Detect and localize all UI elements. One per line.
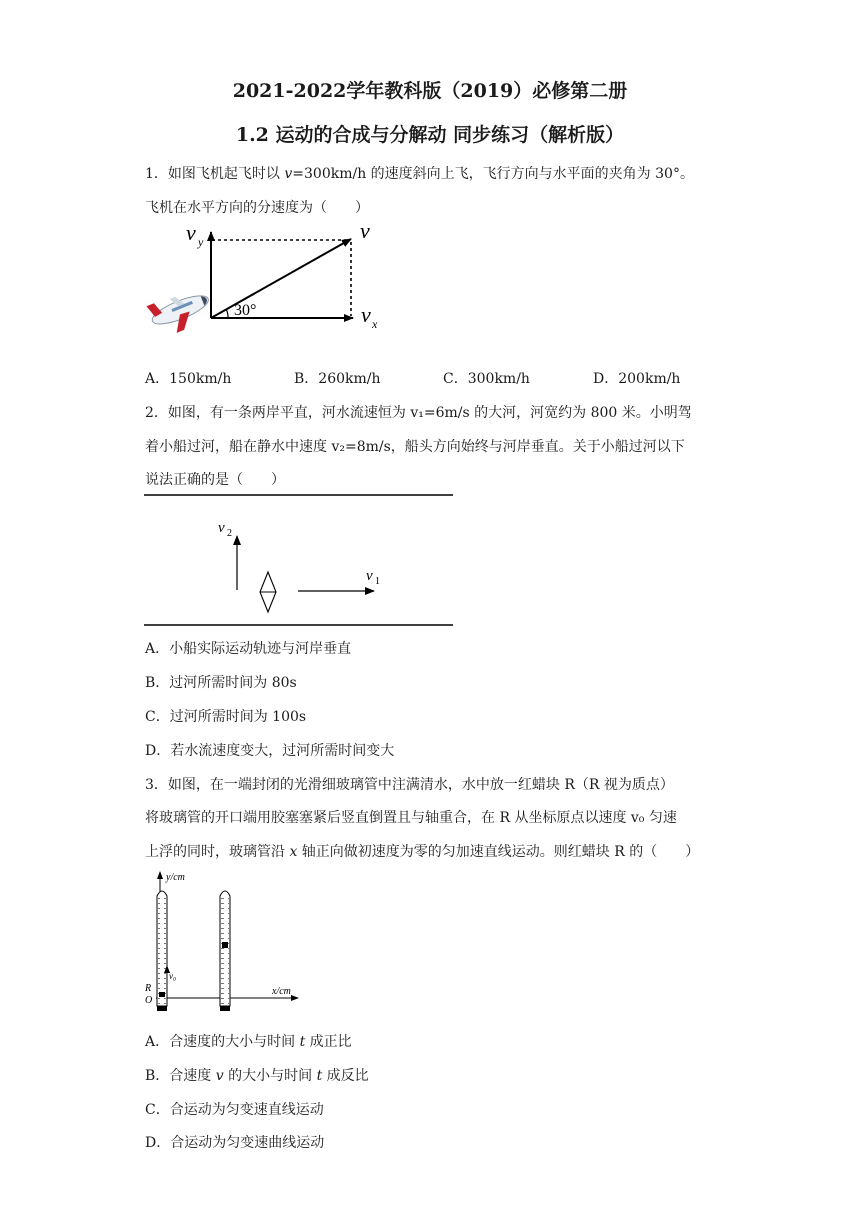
q3-option-d[interactable]: D．合运动为匀变速曲线运动	[145, 1135, 325, 1151]
q2-option-b[interactable]: B．过河所需时间为 80s	[145, 675, 297, 691]
angle-label: 30°	[234, 302, 257, 319]
q3-stem-line1: 3．如图，在一端封闭的光滑细玻璃管中注满清水，水中放一红蜡块 R（R 视为质点）	[145, 777, 674, 793]
v-arrow	[211, 239, 351, 318]
q2-option-d[interactable]: D．若水流速度变大，过河所需时间变大	[145, 743, 395, 759]
r-label: R	[145, 983, 152, 994]
q2-option-c[interactable]: C．过河所需时间为 100s	[145, 709, 307, 725]
q3-glass-tube-diagram	[140, 866, 310, 1016]
q1-velocity-diagram	[140, 218, 390, 358]
vy-sub: y	[198, 235, 204, 249]
airplane-icon	[147, 284, 216, 340]
v1-label: v	[366, 568, 373, 584]
q2-option-a[interactable]: A．小船实际运动轨迹与河岸垂直	[145, 641, 352, 657]
glass-tube-2	[220, 891, 230, 1011]
x-axis-label: x/cm	[272, 986, 291, 997]
q2-river-diagram	[144, 490, 456, 630]
q2-stem-line2: 着小船过河，船在静水中速度 v₂=8m/s，船头方向始终与河岸垂直。关于小船过河以下	[145, 439, 685, 455]
q3-option-c[interactable]: C．合运动为匀变速直线运动	[145, 1102, 324, 1118]
v2-sub: 2	[227, 528, 232, 539]
q1-stem-line1: 1．如图飞机起飞时以 v=300km/h 的速度斜向上飞，飞行方向与水平面的夹角为 30°。	[145, 166, 694, 182]
document-subtitle: 1.2 运动的合成与分解动 同步练习（解析版）	[235, 124, 625, 146]
boat-icon	[260, 572, 276, 612]
vy-label: v	[186, 220, 196, 245]
vx-sub: x	[372, 317, 378, 331]
angle-arc	[226, 309, 228, 318]
q1-option-a[interactable]: A．150km/h	[145, 371, 232, 387]
v2-label: v	[218, 520, 225, 536]
document-title: 2021-2022学年教科版（2019）必修第二册	[232, 80, 628, 102]
q3-option-a[interactable]: A．合速度的大小与时间 t 成正比	[145, 1034, 352, 1050]
q2-stem-line3: 说法正确的是（ ）	[145, 472, 285, 488]
q3-stem-line2: 将玻璃管的开口端用胶塞塞紧后竖直倒置且与轴重合，在 R 从坐标原点以速度 v₀ 匀速	[145, 810, 677, 826]
v1-sub: 1	[375, 576, 380, 587]
q1-option-b[interactable]: B．260km/h	[294, 371, 381, 387]
q1-option-d[interactable]: D．200km/h	[593, 371, 681, 387]
q3-option-b[interactable]: B．合速度 v 的大小与时间 t 成反比	[145, 1068, 369, 1084]
q1-option-c[interactable]: C．300km/h	[443, 371, 530, 387]
v-label: v	[360, 218, 370, 243]
glass-tube-1	[157, 891, 167, 1011]
v0-label: v₀	[169, 971, 177, 981]
vx-label: v	[361, 302, 371, 327]
q3-stem-line3: 上浮的同时，玻璃管沿 x 轴正向做初速度为零的匀加速直线运动。则红蜡块 R 的（ ）	[145, 844, 700, 860]
y-axis-label: y/cm	[166, 872, 185, 883]
q2-stem-line1: 2．如图，有一条两岸平直，河水流速恒为 v₁=6m/s 的大河，河宽约为 800 米。小明驾	[145, 405, 692, 421]
q1-stem-line2: 飞机在水平方向的分速度为（ ）	[145, 200, 369, 216]
o-label: O	[145, 995, 153, 1006]
